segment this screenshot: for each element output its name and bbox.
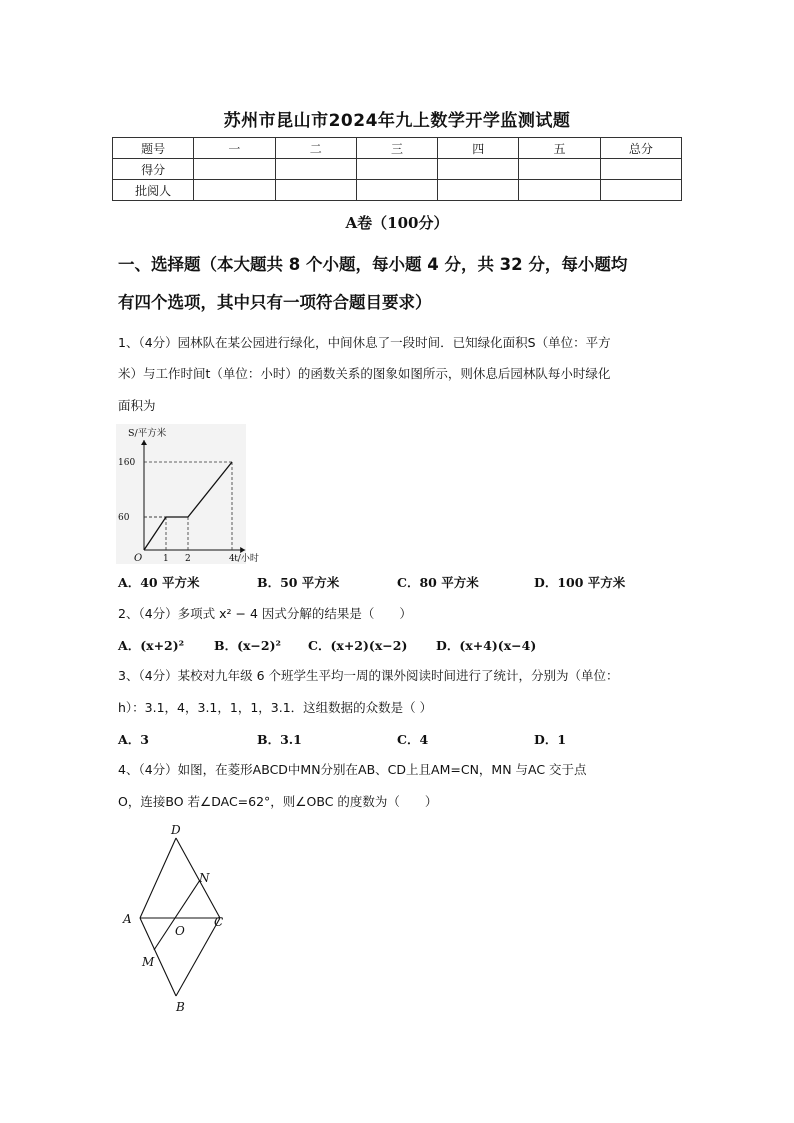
q3-option-b[interactable]: B．3.1 xyxy=(257,732,302,747)
table-row xyxy=(113,159,682,180)
x-tick-label: 1 xyxy=(163,554,169,564)
table-cell: 批阅人 xyxy=(113,180,194,201)
q1-line2: 米）与工作时间t（单位：小时）的函数关系的图象如图所示，则休息后园林队每小时绿化 xyxy=(118,366,611,381)
q1-graph xyxy=(116,424,259,564)
q4-rhombus-figure xyxy=(116,822,236,1018)
q3-option-c[interactable]: C．4 xyxy=(397,732,429,747)
label-N: N xyxy=(199,871,210,885)
table-cell: 二 xyxy=(275,138,356,159)
q1-line3: 面积为 xyxy=(118,398,156,413)
label-B: B xyxy=(176,1000,185,1014)
q2-option-b[interactable]: B．(x−2)² xyxy=(214,638,281,653)
table-cell xyxy=(356,180,437,201)
y-tick-label: 60 xyxy=(118,513,130,523)
q4-line2: O，连接BO 若∠DAC=62°，则∠OBC 的度数为（ ） xyxy=(118,794,438,809)
q2-stem: 2、（4分）多项式 x² − 4 因式分解的结果是（ ） xyxy=(118,606,412,621)
table-cell xyxy=(600,180,681,201)
table-cell: 五 xyxy=(519,138,600,159)
table-cell xyxy=(194,180,275,201)
side-AD xyxy=(140,838,176,918)
q3-line2: h）：3.1，4，3.1，1，1，3.1．这组数据的众数是（ ） xyxy=(118,700,433,715)
graph-background xyxy=(116,424,246,564)
table-cell: 四 xyxy=(438,138,519,159)
score-table xyxy=(112,137,682,201)
y-axis-label: S/平方米 xyxy=(128,428,167,439)
section-heading-line2: 有四个选项，其中只有一项符合题目要求） xyxy=(118,293,432,312)
volume-title: A卷（100分） xyxy=(345,214,449,232)
q3-option-a[interactable]: A．3 xyxy=(118,732,149,747)
table-cell xyxy=(438,180,519,201)
segment-MN xyxy=(154,880,200,950)
label-C: C xyxy=(214,915,224,929)
table-cell xyxy=(275,180,356,201)
origin-label: O xyxy=(134,553,143,564)
q3-option-d[interactable]: D．1 xyxy=(534,732,567,747)
table-cell xyxy=(519,159,600,180)
label-D: D xyxy=(171,823,181,837)
table-cell xyxy=(356,159,437,180)
table-cell: 一 xyxy=(194,138,275,159)
table-cell xyxy=(519,180,600,201)
table-row xyxy=(113,180,682,201)
q2-option-a[interactable]: A．(x+2)² xyxy=(118,638,185,653)
x-tick-label: 2 xyxy=(185,554,191,564)
x-axis-label: t/小时 xyxy=(234,554,259,564)
table-cell xyxy=(600,159,681,180)
q1-option-b[interactable]: B．50 平方米 xyxy=(257,575,340,590)
table-cell xyxy=(194,159,275,180)
label-O: O xyxy=(175,924,185,938)
q1-line1: 1、（4分）园林队在某公园进行绿化，中间休息了一段时间．已知绿化面积S（单位：平方 xyxy=(118,335,611,350)
q3-line1: 3、（4分）某校对九年级 6 个班学生平均一周的课外阅读时间进行了统计，分别为（单位： xyxy=(118,668,619,683)
page-title: 苏州市昆山市2024年九上数学开学监测试题 xyxy=(223,111,571,131)
table-cell xyxy=(275,159,356,180)
q3-options xyxy=(118,730,683,750)
score-table-header-row xyxy=(113,138,682,159)
table-cell: 总分 xyxy=(600,138,681,159)
label-M: M xyxy=(142,955,155,969)
q4-line1: 4、（4分）如图，在菱形ABCD中MN分别在AB、CD上且AM=CN，MN 与AC 交于点 xyxy=(118,762,587,777)
x-tick-label: 4 xyxy=(229,554,235,564)
q2-option-d[interactable]: D．(x+4)(x−4) xyxy=(436,638,537,653)
y-tick-label: 160 xyxy=(118,458,136,468)
table-cell: 得分 xyxy=(113,159,194,180)
q1-option-d[interactable]: D．100 平方米 xyxy=(534,575,626,590)
table-cell xyxy=(438,159,519,180)
q1-option-a[interactable]: A．40 平方米 xyxy=(118,575,200,590)
table-cell: 三 xyxy=(356,138,437,159)
q1-options xyxy=(118,573,683,593)
q1-option-c[interactable]: C．80 平方米 xyxy=(397,575,479,590)
q2-option-c[interactable]: C．(x+2)(x−2) xyxy=(308,638,408,653)
label-A: A xyxy=(123,912,132,926)
q2-options xyxy=(118,636,683,656)
section-heading-line1: 一、选择题（本大题共 8 个小题，每小题 4 分，共 32 分，每小题均 xyxy=(118,255,628,274)
table-cell: 题号 xyxy=(113,138,194,159)
